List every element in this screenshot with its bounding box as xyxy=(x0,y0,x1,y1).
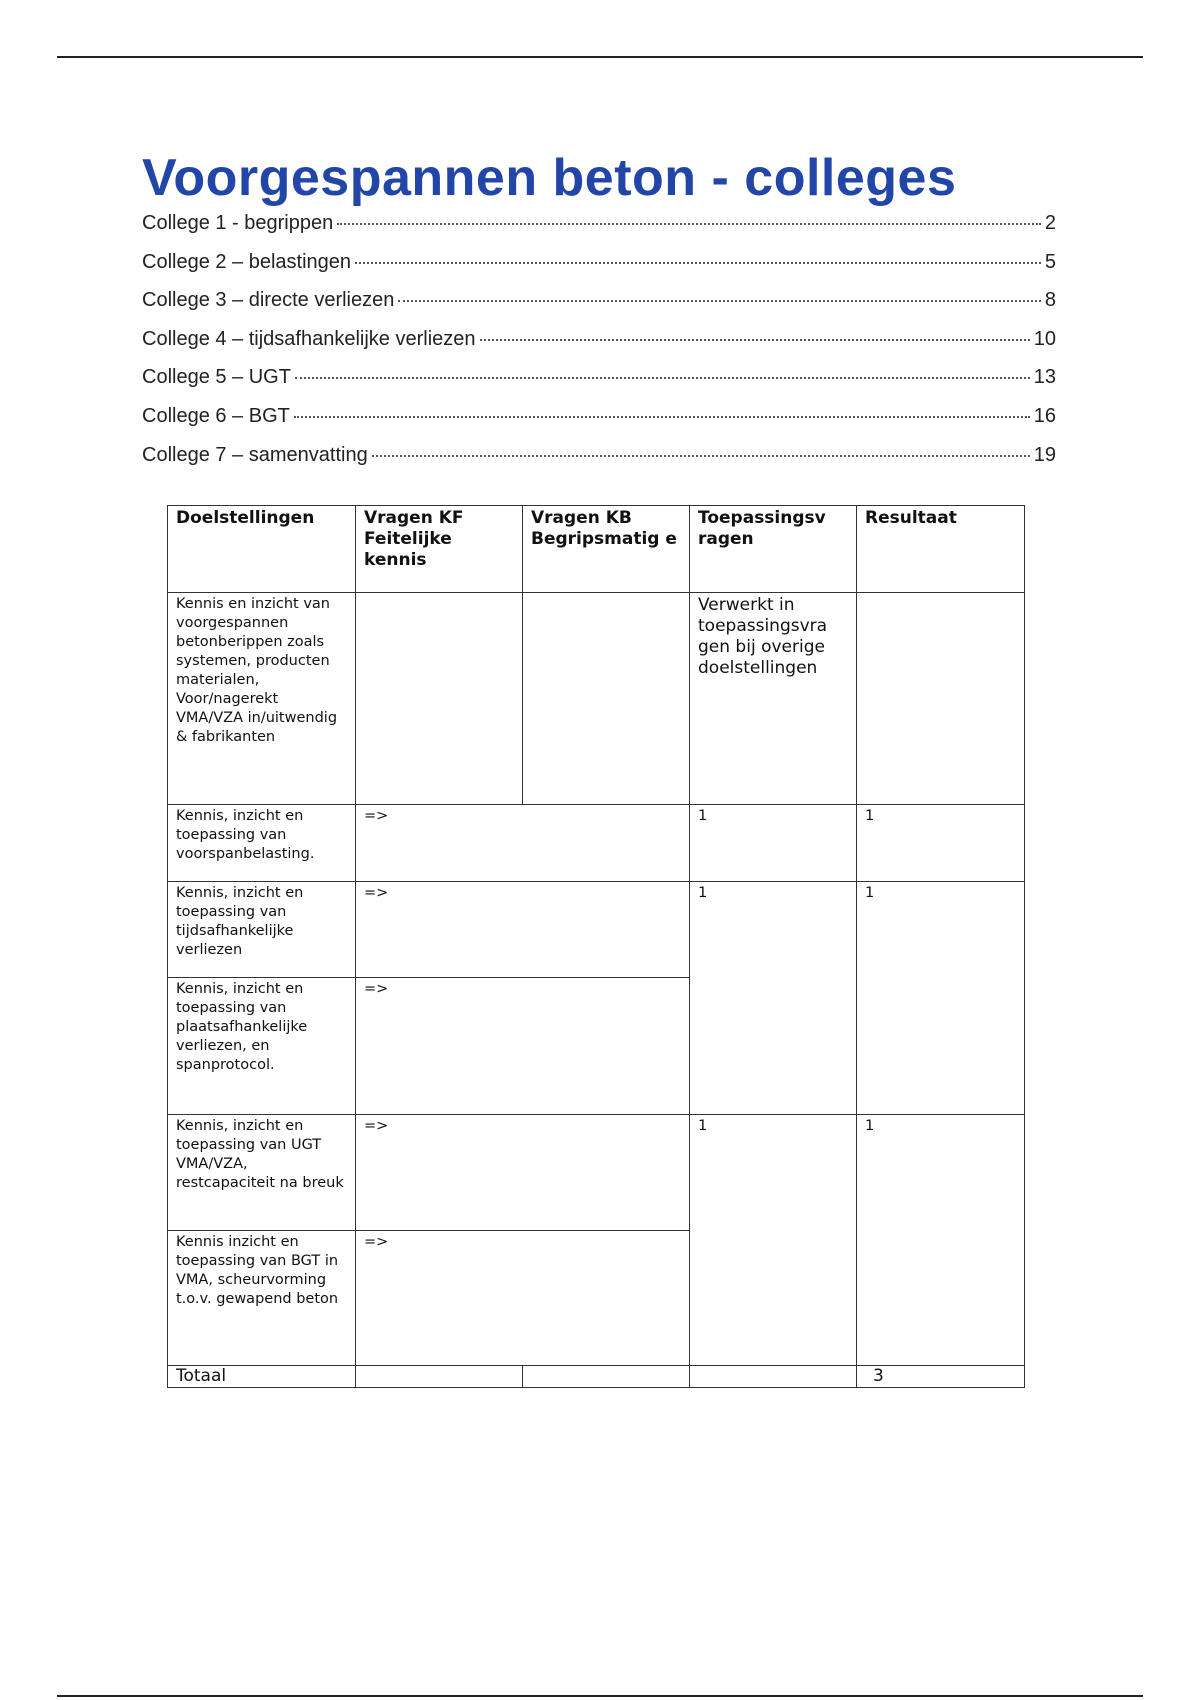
header-rule xyxy=(57,56,1143,58)
total-resultaat: 3 xyxy=(857,1366,1025,1388)
toc-entry-label: College 4 – tijdsafhankelijke verliezen xyxy=(142,327,476,350)
goal-cell: Kennis, inzicht en toepassing van voorspanbelasting. xyxy=(168,805,356,882)
goal-cell: Kennis, inzicht en toepassing van UGT VMA/VZA, restcapaciteit na breuk xyxy=(168,1115,356,1231)
toc-entry[interactable] xyxy=(142,366,1056,405)
toc-leader-dots xyxy=(337,223,1041,225)
toepassing-cell: 1 xyxy=(690,882,857,1115)
toc-entry[interactable] xyxy=(142,405,1056,444)
table-row xyxy=(168,1115,1025,1231)
table-row xyxy=(168,882,1025,978)
toc-entry-label: College 2 – belastingen xyxy=(142,250,352,273)
toc-entry[interactable] xyxy=(142,444,1056,483)
goal-cell: Kennis, inzicht en toepassing van tijdsafhankelijke verliezen xyxy=(168,882,356,978)
toc-entry-label: College 7 – samenvatting xyxy=(142,443,368,466)
footer-rule xyxy=(57,1695,1143,1697)
header-vragen-kb: Vragen KB Begripsmatig e xyxy=(523,506,690,593)
table-of-contents xyxy=(142,212,1056,482)
total-label: Totaal xyxy=(168,1366,356,1388)
toc-entry[interactable] xyxy=(142,212,1056,251)
toc-entry-page: 16 xyxy=(1033,404,1056,427)
toc-entry-page: 19 xyxy=(1033,443,1056,466)
total-kb-cell xyxy=(523,1366,690,1388)
goal-cell: Kennis, inzicht en toepassing van plaatsafhankelijke verliezen, en spanprotocol. xyxy=(168,978,356,1115)
table-row xyxy=(168,593,1025,805)
goal-cell: Kennis inzicht en toepassing van BGT in VMA, scheurvorming t.o.v. gewapend beton xyxy=(168,1231,356,1366)
table-header-row xyxy=(168,506,1025,593)
toc-entry-page: 8 xyxy=(1044,289,1056,312)
kb-cell xyxy=(523,593,690,805)
toc-entry[interactable] xyxy=(142,328,1056,367)
arrow-cell: => xyxy=(356,978,690,1115)
page-title: Voorgespannen beton - colleges xyxy=(142,149,957,207)
toc-entry[interactable] xyxy=(142,289,1056,328)
toc-entry-page: 5 xyxy=(1044,250,1056,273)
arrow-cell: => xyxy=(356,805,690,882)
toc-leader-dots xyxy=(355,262,1041,264)
toc-leader-dots xyxy=(480,339,1030,341)
kf-cell xyxy=(356,593,523,805)
arrow-cell: => xyxy=(356,1231,690,1366)
toc-leader-dots xyxy=(295,377,1030,379)
resultaat-cell xyxy=(857,593,1025,805)
toepassing-cell: 1 xyxy=(690,1115,857,1366)
toc-entry-page: 2 xyxy=(1044,212,1056,234)
total-toepassing-cell xyxy=(690,1366,857,1388)
header-vragen-kf: Vragen KF Feitelijke kennis xyxy=(356,506,523,593)
toc-leader-dots xyxy=(372,455,1030,457)
toc-entry-label: College 5 – UGT xyxy=(142,366,291,389)
objectives-table xyxy=(167,505,1025,1388)
resultaat-cell: 1 xyxy=(857,882,1025,1115)
toc-leader-dots xyxy=(398,300,1041,302)
arrow-cell: => xyxy=(356,1115,690,1231)
goal-cell: Kennis en inzicht van voorgespannen betonberippen zoals systemen, producten materialen, Voor/nagerekt VMA/VZA in/uitwendig & fabrikanten xyxy=(168,593,356,805)
toc-leader-dots xyxy=(294,416,1030,418)
toc-entry-label: College 1 - begrippen xyxy=(142,212,334,234)
toc-entry[interactable] xyxy=(142,251,1056,290)
toc-entry-label: College 6 – BGT xyxy=(142,404,290,427)
resultaat-cell: 1 xyxy=(857,805,1025,882)
arrow-cell: => xyxy=(356,882,690,978)
table-row xyxy=(168,805,1025,882)
toc-entry-label: College 3 – directe verliezen xyxy=(142,289,395,312)
total-kf-cell xyxy=(356,1366,523,1388)
toepassing-cell: 1 xyxy=(690,805,857,882)
table-total-row xyxy=(168,1366,1025,1388)
toepassing-cell: Verwerkt in toepassingsvra gen bij overige doelstellingen xyxy=(690,593,857,805)
toc-entry-page: 13 xyxy=(1033,366,1056,389)
resultaat-cell: 1 xyxy=(857,1115,1025,1366)
header-doelstellingen: Doelstellingen xyxy=(168,506,356,593)
header-toepassingsvragen: Toepassingsv ragen xyxy=(690,506,857,593)
toc-entry-page: 10 xyxy=(1033,327,1056,350)
header-resultaat: Resultaat xyxy=(857,506,1025,593)
